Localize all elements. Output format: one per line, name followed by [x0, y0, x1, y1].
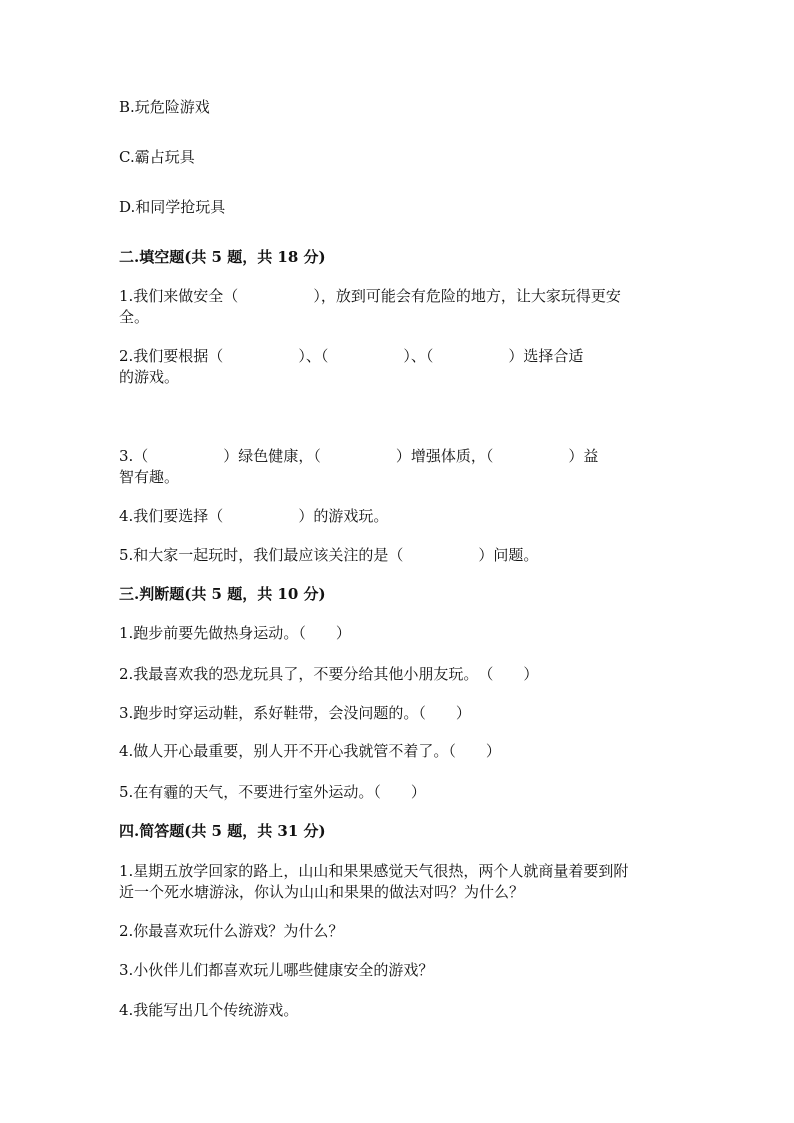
- short-question-3: 3.小伙伴儿们都喜欢玩儿哪些健康安全的游戏？: [119, 961, 434, 979]
- fill-question-3-line-2: 智有趣。: [119, 468, 180, 486]
- short-question-1-line-2: 近一个死水塘游泳，你认为山山和果果的做法对吗？为什么？: [119, 883, 525, 901]
- judge-question-2: 2.我最喜欢我的恐龙玩具了，不要分给其他小朋友玩。 （ ）: [119, 665, 539, 683]
- section-2-title: 二.填空题(共 5 题，共 18 分): [119, 248, 326, 266]
- fill-question-5: 5.和大家一起玩时，我们最应该关注的是（ ）问题。: [119, 546, 539, 564]
- judge-question-1: 1.跑步前要先做热身运动。（ ）: [119, 624, 351, 642]
- judge-question-4: 4.做人开心最重要，别人开不开心我就管不着了。（ ）: [119, 742, 501, 760]
- option-b: B.玩危险游戏: [119, 98, 210, 116]
- fill-question-2-line-1: 2.我们要根据（ ）、（ ）、（ ）选择合适: [119, 347, 584, 365]
- fill-question-1-line-2: 全。: [119, 308, 150, 326]
- option-d: D.和同学抢玩具: [119, 198, 226, 216]
- fill-question-1-line-1: 1.我们来做安全（ ），放到可能会有危险的地方，让大家玩得更安: [119, 287, 621, 305]
- fill-question-2-line-2: 的游戏。: [119, 368, 180, 386]
- judge-question-5: 5.在有霾的天气，不要进行室外运动。（ ）: [119, 783, 426, 801]
- short-question-2: 2.你最喜欢玩什么游戏？为什么？: [119, 922, 344, 940]
- section-3-title: 三.判断题(共 5 题，共 10 分): [119, 585, 326, 603]
- fill-question-4: 4.我们要选择（ ）的游戏玩。: [119, 507, 389, 525]
- short-question-1-line-1: 1.星期五放学回家的路上，山山和果果感觉天气很热，两个人就商量着要到附: [119, 862, 629, 880]
- judge-question-3: 3.跑步时穿运动鞋，系好鞋带，会没问题的。（ ）: [119, 704, 471, 722]
- short-question-4: 4.我能写出几个传统游戏。: [119, 1001, 299, 1019]
- fill-question-3-line-1: 3.（ ）绿色健康，（ ）增强体质，（ ）益: [119, 447, 599, 465]
- option-c: C.霸占玩具: [119, 148, 195, 166]
- section-4-title: 四.简答题(共 5 题，共 31 分): [119, 822, 326, 840]
